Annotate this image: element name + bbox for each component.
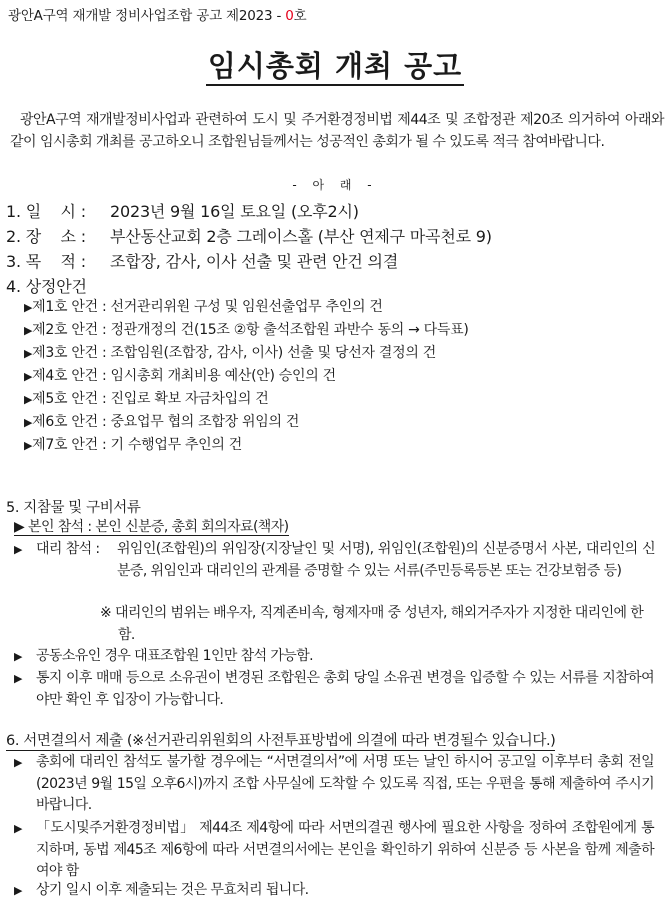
- page-title: [0, 44, 670, 85]
- bullet-item: [14, 880, 654, 902]
- item-date: [6, 199, 359, 222]
- notice-ref-prefix: 광안A구역 재개발 정비사업조합 공고 제2023 -: [8, 8, 286, 24]
- agenda-item-text: 제5호 안건 : 진입로 확보 자금차입의 건: [32, 391, 269, 407]
- bullet-item: [14, 752, 654, 817]
- proxy-attendance: [14, 539, 654, 582]
- notice-ref-suffix: 호: [293, 8, 307, 24]
- bullet-item: [14, 818, 654, 883]
- triangle-bullet-icon: ▶: [24, 301, 33, 314]
- agenda-heading: 4. 상정안건: [6, 277, 87, 296]
- triangle-bullet-icon: ▶: [24, 370, 33, 383]
- bullet-text: 통지 이후 매매 등으로 소유권이 변경된 조합원은 총회 당일 소유권 변경을 입증할 수 있는 서류를 지참하여야만 확인 후 입장이 가능합니다.: [36, 670, 654, 708]
- triangle-bullet-icon: ▶: [24, 324, 33, 337]
- bullet-item: [14, 646, 654, 668]
- item-purpose: [6, 249, 398, 272]
- proxy-note: [100, 603, 654, 646]
- proxy-note-text: ※ 대리인의 범위는 배우자, 직계존비속, 형제자매 중 성년자, 해외거주자가 지정한 대리인에 한함.: [100, 605, 644, 643]
- triangle-bullet-icon: ▶: [24, 416, 33, 429]
- agenda-item: [24, 411, 299, 431]
- item-purpose-label: 3. 목 적 :: [6, 252, 86, 271]
- item-place-label: 2. 장 소 :: [6, 227, 86, 246]
- bullet-item: [14, 668, 654, 711]
- notice-reference: [8, 4, 307, 24]
- intro-paragraph: 광안A구역 재개발정비사업과 관련하여 도시 및 주거환경정비법 제44조 및 조합정관 제20조 의거하여 아래와 같이 임시총회 개최를 공고하오니 조합원님들께서는 성공적인 총회가 될 수 있도록 적극 참여바랍니다.: [10, 112, 664, 150]
- item-purpose-value: 조합장, 감사, 이사 선출 및 관련 안건 의결: [110, 252, 399, 271]
- agenda-item: [24, 388, 268, 408]
- triangle-bullet-icon: ▶: [24, 347, 33, 360]
- agenda-item-text: 제2호 안건 : 정관개정의 건(15조 ②항 출석조합원 과반수 동의 → 다득표): [32, 322, 469, 338]
- item-date-label: 1. 일 시 :: [6, 202, 86, 221]
- notice-ref-number: 0: [285, 8, 294, 24]
- bullet-text: 「도시및주거환경정비법」 제44조 제4항에 따라 서면의결권 행사에 필요한 사항을 정하여 조합원에게 통지하며, 동법 제45조 제6항에 따라 서면결의서에는 본인을 확인하기 위하여 신분증 등 사본을 함께 제출하여야 함: [36, 820, 654, 879]
- agenda-item-text: 제4호 안건 : 임시총회 개최비용 예산(안) 승인의 건: [32, 368, 336, 384]
- item-place: [6, 224, 492, 247]
- agenda-item: [24, 434, 242, 454]
- triangle-bullet-icon: ▶: [14, 543, 22, 556]
- agenda-item-text: 제1호 안건 : 선거관리위원 구성 및 임원선출업무 추인의 건: [32, 299, 383, 315]
- triangle-bullet-icon: ▶: [14, 822, 22, 835]
- triangle-bullet-icon: ▶: [24, 393, 33, 406]
- agenda-item: [24, 319, 469, 339]
- item-date-value: 2023년 9월 16일 토요일 (오후2시): [110, 202, 359, 221]
- proxy-text: 위임인(조합원)의 위임장(지장날인 및 서명), 위임인(조합원)의 신분증명서 사본, 대리인의 신분증, 위임인과 대리인의 관계를 증명할 수 있는 서류(주민등록등본 또는 건강보험증 등): [117, 541, 655, 579]
- section5-heading: 5. 지참물 및 구비서류: [6, 500, 141, 516]
- agenda-item: [24, 296, 383, 316]
- agenda-item: [24, 342, 436, 362]
- agenda-item-text: 제6호 안건 : 중요업무 협의 조합장 위임의 건: [32, 414, 300, 430]
- bullet-text: 공동소유인 경우 대표조합원 1인만 참석 가능함.: [36, 648, 313, 664]
- triangle-bullet-icon: ▶: [24, 439, 33, 452]
- item-place-value: 부산동산교회 2층 그레이스홀 (부산 연제구 마곡천로 9): [110, 227, 492, 246]
- triangle-bullet-icon: ▶: [14, 756, 22, 769]
- agenda-item: [24, 365, 336, 385]
- principal-attendance-text: ▶ 본인 참석 : 본인 신분증, 총회 회의자료(책자): [14, 519, 289, 535]
- triangle-bullet-icon: ▶: [14, 672, 22, 685]
- below-marker: - 아 래 -: [292, 178, 378, 192]
- bullet-text: 상기 일시 이후 제출되는 것은 무효처리 됩니다.: [36, 882, 309, 898]
- agenda-item-text: 제3호 안건 : 조합임원(조합장, 감사, 이사) 선출 및 당선자 결정의 건: [32, 345, 436, 361]
- bullet-text: 총회에 대리인 참석도 불가할 경우에는 “서면결의서”에 서명 또는 날인 하시어 공고일 이후부터 총회 전일 (2023년 9월 15일 오후6시)까지 조합 사무실에 도착할 수 있도록 직접, 또는 우편을 통해 제출하여 주시기 바랍니다.: [36, 754, 654, 813]
- section6-heading: 6. 서면결의서 제출 (※선거관리위원회의 사전투표방법에 의결에 따라 변경될수 있습니다.): [6, 729, 555, 751]
- triangle-bullet-icon: ▶: [14, 650, 22, 663]
- page-title-text: 임시총회 개최 공고: [206, 49, 464, 86]
- proxy-label: 대리 참석 :: [36, 541, 100, 557]
- principal-attendance: [14, 517, 654, 539]
- triangle-bullet-icon: ▶: [14, 884, 22, 897]
- agenda-item-text: 제7호 안건 : 기 수행업무 추인의 건: [32, 437, 243, 453]
